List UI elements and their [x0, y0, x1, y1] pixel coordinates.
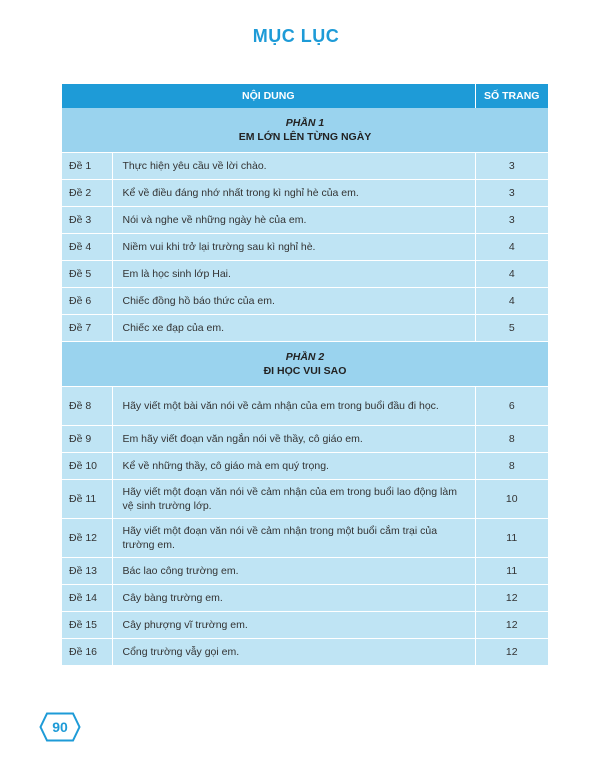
row-page: 4 — [475, 234, 548, 261]
row-page: 11 — [475, 558, 548, 585]
row-number: Đề 4 — [62, 234, 112, 261]
row-number: Đề 15 — [62, 612, 112, 639]
page-number: 90 — [52, 719, 68, 735]
row-number: Đề 1 — [62, 153, 112, 180]
table-row[interactable] — [62, 180, 548, 207]
table-row[interactable] — [62, 453, 548, 480]
table-row[interactable] — [62, 585, 548, 612]
table-row[interactable] — [62, 519, 548, 558]
row-description: Cây phượng vĩ trường em. — [112, 612, 475, 639]
row-number: Đề 10 — [62, 453, 112, 480]
section-2-title: ĐI HỌC VUI SAO — [263, 365, 347, 377]
row-number: Đề 16 — [62, 639, 112, 666]
row-description: Em hãy viết đoạn văn ngắn nói về thầy, cô giáo em. — [112, 426, 475, 453]
row-page: 3 — [475, 180, 548, 207]
row-number: Đề 7 — [62, 315, 112, 342]
row-page: 11 — [475, 519, 548, 558]
row-number: Đề 5 — [62, 261, 112, 288]
row-description: Nói và nghe về những ngày hè của em. — [112, 207, 475, 234]
row-description: Bác lao công trường em. — [112, 558, 475, 585]
table-row[interactable] — [62, 315, 548, 342]
row-description: Thực hiện yêu cầu về lời chào. — [112, 153, 475, 180]
row-number: Đề 9 — [62, 426, 112, 453]
row-page: 10 — [475, 480, 548, 519]
row-description: Cổng trường vẫy gọi em. — [112, 639, 475, 666]
row-number: Đề 6 — [62, 288, 112, 315]
page-title: MỤC LỤC — [252, 26, 340, 46]
table-row[interactable] — [62, 612, 548, 639]
table-row[interactable] — [62, 480, 548, 519]
row-description: Chiếc xe đạp của em. — [112, 315, 475, 342]
section-header-part-1 — [62, 108, 548, 153]
row-number: Đề 14 — [62, 585, 112, 612]
section-1-title: EM LỚN LÊN TỪNG NGÀY — [238, 131, 372, 143]
table-of-contents — [62, 84, 548, 666]
table-row[interactable] — [62, 153, 548, 180]
row-number: Đề 11 — [62, 480, 112, 519]
column-header-content: NỘI DUNG — [62, 84, 475, 108]
row-description: Hãy viết một đoạn văn nói về cảm nhận trong một buổi cắm trại của trường em. — [112, 519, 475, 558]
section-header-part-2 — [62, 342, 548, 387]
column-header-page: SỐ TRANG — [475, 84, 548, 108]
row-description: Niềm vui khi trở lại trường sau kì nghỉ hè. — [112, 234, 475, 261]
table-row[interactable] — [62, 234, 548, 261]
row-description: Cây bàng trường em. — [112, 585, 475, 612]
row-page: 4 — [475, 261, 548, 288]
row-description: Kể về những thầy, cô giáo mà em quý trọng. — [112, 453, 475, 480]
section-2-part-label: PHẦN 2 — [285, 351, 325, 363]
row-number: Đề 8 — [62, 387, 112, 426]
row-page: 3 — [475, 153, 548, 180]
row-description: Em là học sinh lớp Hai. — [112, 261, 475, 288]
row-page: 5 — [475, 315, 548, 342]
section-1-heading — [62, 108, 548, 153]
row-page: 3 — [475, 207, 548, 234]
row-page: 4 — [475, 288, 548, 315]
table-row[interactable] — [62, 639, 548, 666]
row-page: 8 — [475, 426, 548, 453]
table-row[interactable] — [62, 288, 548, 315]
row-number: Đề 13 — [62, 558, 112, 585]
row-description: Hãy viết một bài văn nói về cảm nhận của em trong buổi đầu đi học. — [112, 387, 475, 426]
table-row[interactable] — [62, 261, 548, 288]
row-number: Đề 12 — [62, 519, 112, 558]
row-number: Đề 2 — [62, 180, 112, 207]
page-number-badge — [39, 712, 81, 742]
row-description: Hãy viết một đoạn văn nói về cảm nhận của em trong buổi lao động làm vệ sinh trường lớp. — [112, 480, 475, 519]
table-header-row — [62, 84, 548, 108]
row-page: 12 — [475, 585, 548, 612]
table-row[interactable] — [62, 387, 548, 426]
section-2-heading — [62, 342, 548, 387]
table-row[interactable] — [62, 207, 548, 234]
row-description: Chiếc đồng hồ báo thức của em. — [112, 288, 475, 315]
row-number: Đề 3 — [62, 207, 112, 234]
row-page: 12 — [475, 612, 548, 639]
table-row[interactable] — [62, 426, 548, 453]
section-1-part-label: PHẦN 1 — [285, 117, 325, 129]
table-row[interactable] — [62, 558, 548, 585]
row-page: 6 — [475, 387, 548, 426]
row-page: 8 — [475, 453, 548, 480]
row-page: 12 — [475, 639, 548, 666]
row-description: Kể về điều đáng nhớ nhất trong kì nghỉ hè của em. — [112, 180, 475, 207]
